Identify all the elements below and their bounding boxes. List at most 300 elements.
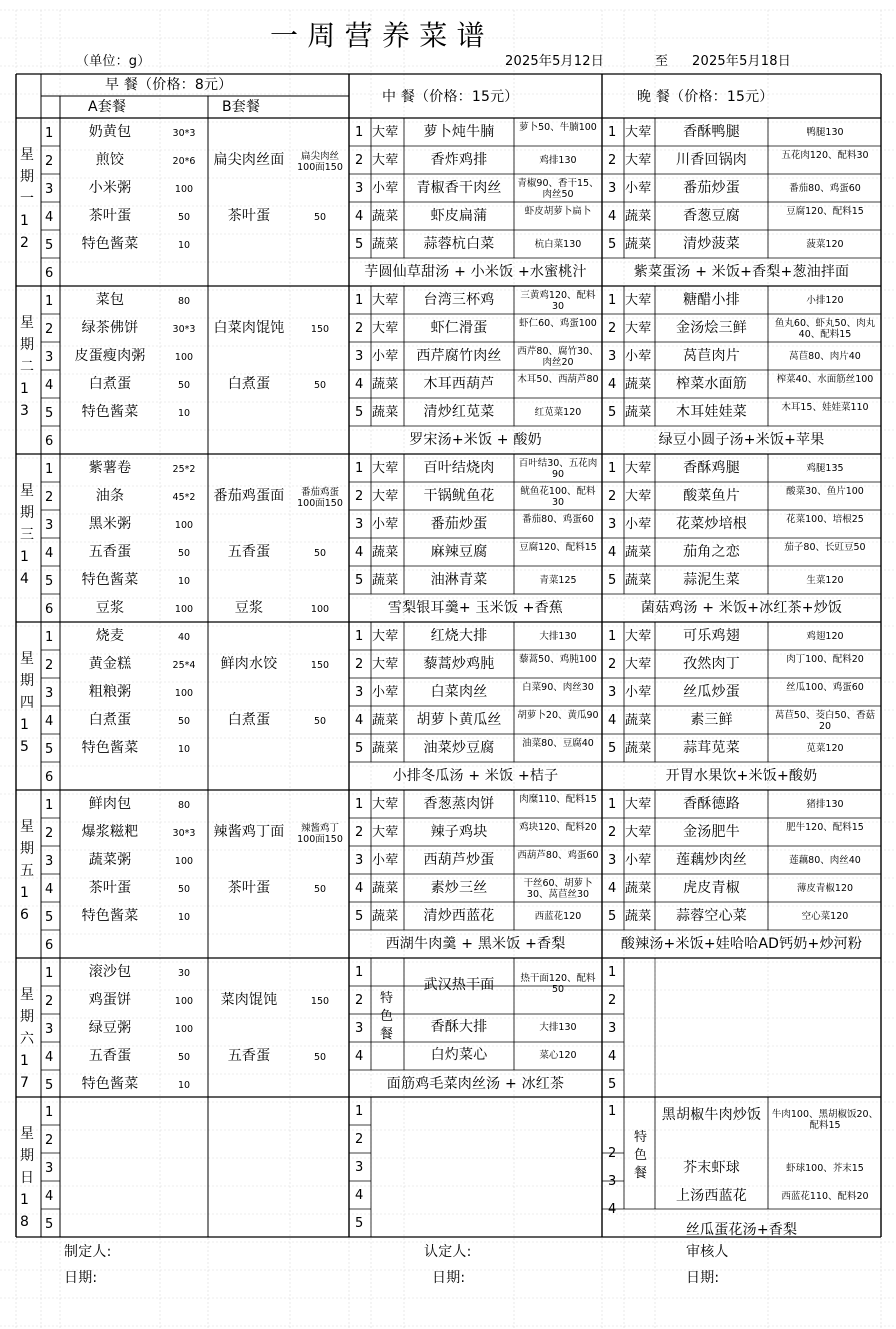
lunch-dish: 胡萝卜黄瓜丝	[416, 712, 502, 728]
breakfast-b-item: 菜肉馄饨	[220, 992, 278, 1008]
row-number: 1	[355, 293, 364, 308]
breakfast-a-item: 蔬菜粥	[88, 852, 132, 868]
day-name-char: 星	[20, 147, 35, 163]
row-number: 5	[45, 742, 54, 757]
row-number: 4	[45, 210, 54, 225]
lunch-special-qty: 热干面120、配料50	[520, 973, 596, 995]
day-name-char: 4	[20, 571, 30, 587]
dinner-category: 蔬菜	[625, 237, 652, 252]
lunch-dish: 番茄炒蛋	[430, 516, 488, 532]
lunch-qty: 西蓝花120	[534, 911, 582, 922]
dinner-category: 大荤	[625, 489, 652, 504]
breakfast-a-item: 五香蛋	[88, 1048, 132, 1064]
day-name-char: 期	[20, 169, 35, 185]
lunch-category: 小荤	[372, 517, 399, 532]
row-number: 4	[355, 377, 364, 392]
breakfast-b-item: 五香蛋	[227, 1048, 271, 1064]
breakfast-a-qty: 40	[177, 632, 191, 643]
day-name-char: 7	[20, 1075, 30, 1091]
dinner-category: 小荤	[625, 853, 652, 868]
breakfast-b-qty: 50	[313, 548, 327, 559]
dinner-dish: 香酥德路	[683, 796, 740, 812]
dinner-category: 蔬菜	[625, 713, 652, 728]
lunch-dish: 香炸鸡排	[430, 152, 488, 168]
row-number: 4	[45, 378, 54, 393]
dinner-dish: 蒜蓉空心菜	[676, 908, 747, 924]
row-number: 1	[355, 965, 364, 980]
row-number: 5	[45, 1078, 54, 1093]
dinner-category: 小荤	[625, 685, 652, 700]
dinner-extra: 丝瓜蛋花汤+香梨	[685, 1222, 798, 1238]
breakfast-a-item: 特色酱菜	[81, 1076, 139, 1092]
approver-label: 认定人:	[424, 1244, 472, 1260]
lunch-qty: 白菜90、肉丝30	[522, 682, 594, 693]
day-name-char: 1	[20, 1192, 30, 1208]
row-number: 2	[355, 825, 364, 840]
breakfast-a-qty: 10	[177, 240, 191, 251]
lunch-dish: 清炒红苋菜	[423, 404, 495, 420]
day-name-char: 期	[20, 337, 35, 353]
day-name-char: 星	[20, 315, 35, 331]
row-number: 4	[608, 1049, 617, 1064]
row-number: 3	[355, 685, 364, 700]
breakfast-a-item: 鲜肉包	[88, 796, 132, 812]
row-number: 4	[45, 882, 54, 897]
lunch-qty: 肉糜110、配料15	[519, 794, 597, 805]
set-a-header: A套餐	[88, 99, 127, 115]
day-name-char: 一	[20, 191, 35, 207]
row-number: 1	[45, 126, 54, 141]
dinner-qty: 苋菜120	[806, 743, 844, 754]
dinner-dish: 番茄炒蛋	[683, 180, 740, 196]
lunch-category: 大荤	[372, 825, 399, 840]
row-number: 5	[45, 910, 54, 925]
day-name-char: 5	[20, 739, 30, 755]
dinner-extra: 紫菜蛋汤 + 米饭+香梨+葱油拌面	[633, 264, 850, 280]
lunch-dish: 干锅鱿鱼花	[423, 488, 495, 504]
breakfast-a-qty: 100	[174, 1024, 194, 1035]
dinner-category: 蔬菜	[625, 545, 652, 560]
lunch-qty: 胡萝卜20、黄瓜90	[517, 710, 599, 721]
breakfast-a-qty: 25*4	[172, 660, 196, 671]
row-number: 1	[608, 125, 617, 140]
dinner-extra: 酸辣汤+米饭+娃哈哈AD钙奶+炒河粉	[620, 936, 863, 952]
breakfast-a-item: 特色酱菜	[81, 908, 139, 924]
dinner-qty: 鸭腿130	[806, 127, 844, 138]
dinner-header: 晚 餐（价格：15元）	[637, 89, 774, 105]
breakfast-a-item: 紫薯卷	[88, 460, 132, 476]
dinner-category: 大荤	[625, 461, 652, 476]
special-meal-char: 餐	[380, 1027, 394, 1042]
dinner-dish: 莲藕炒肉丝	[676, 852, 747, 868]
row-number: 3	[355, 853, 364, 868]
breakfast-a-qty: 80	[177, 800, 191, 811]
dinner-dish: 素三鲜	[690, 712, 733, 728]
breakfast-a-item: 爆浆糍粑	[81, 824, 139, 840]
lunch-category: 蔬菜	[372, 881, 399, 896]
lunch-qty: 番茄80、鸡蛋60	[522, 514, 594, 525]
lunch-qty: 鸡块120、配料20	[519, 822, 597, 833]
row-number: 2	[45, 322, 54, 337]
row-number: 4	[355, 545, 364, 560]
breakfast-a-qty: 45*2	[172, 492, 196, 503]
day-name-char: 1	[20, 717, 30, 733]
lunch-category: 大荤	[372, 321, 399, 336]
lunch-qty: 红苋菜120	[534, 407, 582, 418]
dinner-dish: 金汤肥牛	[683, 824, 740, 840]
day-name-char: 星	[20, 483, 35, 499]
breakfast-b-qty: 辣酱鸡丁100面150	[297, 823, 343, 845]
breakfast-b-item: 鲜肉水饺	[220, 656, 278, 672]
breakfast-a-qty: 100	[174, 996, 194, 1007]
dinner-qty: 莴苣80、肉片40	[789, 351, 861, 362]
lunch-category: 蔬菜	[372, 545, 399, 560]
breakfast-a-item: 粗粮粥	[88, 684, 132, 700]
lunch-dish: 油菜炒豆腐	[423, 740, 495, 756]
special-meal-char: 餐	[634, 1166, 648, 1181]
dinner-extra: 菌菇鸡汤 + 米饭+冰红茶+炒饭	[640, 600, 843, 616]
day-name-char: 期	[20, 841, 35, 857]
day-name-char: 8	[20, 1214, 30, 1230]
row-number: 1	[45, 462, 54, 477]
breakfast-a-item: 黄金糕	[88, 656, 132, 672]
lunch-special-dish: 武汉热干面	[423, 977, 495, 993]
dinner-dish: 可乐鸡翅	[683, 628, 740, 644]
dinner-qty: 五花肉120、配料30	[781, 150, 869, 161]
lunch-qty: 虾皮胡萝卜扁卜	[524, 206, 592, 217]
breakfast-a-item: 烧麦	[95, 628, 125, 644]
special-meal-char: 色	[380, 1009, 394, 1024]
date-separator: 至	[655, 54, 669, 69]
row-number: 2	[355, 657, 364, 672]
approver-date-label: 日期:	[432, 1270, 466, 1286]
special-meal-char: 特	[380, 991, 394, 1006]
row-number: 2	[608, 153, 617, 168]
dinner-dish: 榨菜水面筋	[676, 376, 747, 392]
dinner-category: 蔬菜	[625, 405, 652, 420]
breakfast-a-qty: 10	[177, 912, 191, 923]
lunch-qty: 大排130	[539, 631, 577, 642]
day-name-char: 星	[20, 819, 35, 835]
dinner-extra: 绿豆小圆子汤+米饭+苹果	[658, 432, 825, 448]
breakfast-a-qty: 20*6	[172, 156, 196, 167]
day-name-char: 三	[20, 527, 35, 543]
lunch-category: 大荤	[372, 629, 399, 644]
dinner-dish: 清炒菠菜	[683, 236, 740, 252]
row-number: 2	[608, 657, 617, 672]
row-number: 3	[45, 518, 54, 533]
day-name-char: 期	[20, 1148, 35, 1164]
lunch-special-qty: 大排130	[539, 1022, 577, 1033]
breakfast-b-qty: 150	[310, 324, 330, 335]
breakfast-b-qty: 50	[313, 1052, 327, 1063]
breakfast-a-qty: 50	[177, 716, 191, 727]
lunch-dish: 白菜肉丝	[430, 684, 488, 700]
lunch-category: 蔬菜	[372, 741, 399, 756]
set-b-header: B套餐	[222, 99, 261, 115]
row-number: 2	[45, 490, 54, 505]
dinner-dish: 孜然肉丁	[683, 656, 740, 672]
breakfast-a-qty: 25*2	[172, 464, 196, 475]
dinner-category: 大荤	[625, 657, 652, 672]
dinner-category: 蔬菜	[625, 881, 652, 896]
row-number: 2	[355, 153, 364, 168]
dinner-category: 蔬菜	[625, 909, 652, 924]
lunch-dish: 清炒西蓝花	[423, 908, 495, 924]
dinner-qty: 鱼丸60、虾丸50、肉丸40、配料15	[774, 318, 876, 340]
lunch-category: 小荤	[372, 349, 399, 364]
lunch-dish: 百叶结烧肉	[423, 460, 495, 476]
lunch-special-qty: 菜心120	[539, 1050, 577, 1061]
breakfast-a-qty: 10	[177, 1080, 191, 1091]
row-number: 3	[608, 181, 617, 196]
dinner-qty: 猪排130	[806, 799, 844, 810]
dinner-qty: 丝瓜100、鸡蛋60	[786, 682, 864, 693]
lunch-extra: 面筋鸡毛菜肉丝汤 + 冰红茶	[386, 1076, 565, 1092]
row-number: 5	[355, 1216, 364, 1231]
dinner-category: 大荤	[625, 797, 652, 812]
day-name-char: 2	[20, 235, 30, 251]
day-name-char: 星	[20, 1126, 35, 1142]
dinner-dish: 莴苣肉片	[683, 348, 740, 364]
breakfast-a-qty: 30*3	[172, 324, 196, 335]
lunch-qty: 青菜125	[539, 575, 577, 586]
row-number: 3	[45, 854, 54, 869]
lunch-extra: 芋圆仙草甜汤 + 小米饭 +水蜜桃汁	[364, 264, 587, 280]
lunch-qty: 青椒90、香干15、肉丝50	[517, 178, 599, 200]
row-number: 3	[45, 1161, 54, 1176]
dinner-qty: 花菜100、培根25	[786, 514, 864, 525]
dinner-dish: 川香回锅肉	[676, 152, 747, 168]
row-number: 3	[45, 686, 54, 701]
breakfast-a-item: 茶叶蛋	[88, 208, 132, 224]
lunch-dish: 西葫芦炒蛋	[423, 852, 495, 868]
breakfast-a-item: 小米粥	[88, 180, 132, 196]
breakfast-b-item: 豆浆	[234, 600, 264, 616]
breakfast-a-item: 特色酱菜	[81, 236, 139, 252]
lunch-qty: 虾仁60、鸡蛋100	[519, 318, 597, 329]
row-number: 4	[608, 209, 617, 224]
breakfast-a-item: 豆浆	[95, 600, 125, 616]
row-number: 5	[608, 909, 617, 924]
lunch-qty: 萝卜50、牛腩100	[519, 122, 597, 133]
row-number: 4	[355, 881, 364, 896]
day-name-char: 四	[20, 695, 35, 711]
row-number: 3	[608, 517, 617, 532]
lunch-qty: 干丝60、胡萝卜30、莴苣丝30	[523, 878, 593, 900]
row-number: 2	[355, 321, 364, 336]
breakfast-b-qty: 50	[313, 884, 327, 895]
day-name-char: 1	[20, 213, 30, 229]
dinner-special-qty: 虾球100、芥末15	[786, 1163, 864, 1174]
lunch-extra: 雪梨银耳羹+ 玉米饭 +香蕉	[387, 600, 564, 616]
breakfast-b-qty: 150	[310, 996, 330, 1007]
dinner-dish: 木耳娃娃菜	[676, 404, 747, 420]
day-name-char: 期	[20, 505, 35, 521]
dinner-dish: 蒜茸苋菜	[683, 740, 740, 756]
lunch-dish: 蒜蓉杭白菜	[423, 236, 495, 252]
row-number: 4	[45, 714, 54, 729]
lunch-category: 小荤	[372, 853, 399, 868]
row-number: 6	[45, 266, 54, 281]
row-number: 3	[355, 517, 364, 532]
dinner-qty: 豆腐120、配料15	[786, 206, 864, 217]
day-name-char: 五	[20, 863, 35, 879]
dinner-dish: 糖醋小排	[683, 292, 740, 308]
row-number: 2	[608, 321, 617, 336]
dinner-qty: 肥牛120、配料15	[786, 822, 864, 833]
row-number: 1	[608, 293, 617, 308]
row-number: 4	[45, 1050, 54, 1065]
lunch-category: 大荤	[372, 293, 399, 308]
row-number: 2	[608, 993, 617, 1008]
row-number: 1	[355, 461, 364, 476]
lunch-qty: 油菜80、豆腐40	[522, 738, 594, 749]
row-number: 5	[608, 1077, 617, 1092]
lunch-dish: 辣子鸡块	[430, 824, 488, 840]
breakfast-b-qty: 50	[313, 716, 327, 727]
breakfast-b-item: 白煮蛋	[227, 712, 271, 728]
breakfast-b-item: 番茄鸡蛋面	[213, 488, 285, 504]
dinner-qty: 鸡腿135	[806, 463, 844, 474]
breakfast-a-item: 奶黄包	[88, 124, 132, 140]
lunch-qty: 木耳50、西葫芦80	[517, 374, 599, 385]
dinner-dish: 蒜泥生菜	[683, 572, 740, 588]
lunch-dish: 藜蒿炒鸡肫	[423, 656, 495, 672]
dinner-category: 大荤	[625, 153, 652, 168]
row-number: 4	[608, 1202, 617, 1217]
breakfast-a-qty: 100	[174, 604, 194, 615]
breakfast-b-item: 茶叶蛋	[227, 880, 271, 896]
breakfast-a-qty: 50	[177, 1052, 191, 1063]
row-number: 4	[45, 1189, 54, 1204]
row-number: 3	[608, 685, 617, 700]
dinner-dish: 香葱豆腐	[683, 208, 740, 224]
row-number: 2	[355, 489, 364, 504]
row-number: 5	[608, 573, 617, 588]
lunch-category: 大荤	[372, 657, 399, 672]
row-number: 2	[608, 825, 617, 840]
dinner-dish: 香酥鸡腿	[683, 460, 740, 476]
lunch-category: 大荤	[372, 153, 399, 168]
lunch-qty: 鸡排130	[539, 155, 577, 166]
lunch-category: 大荤	[372, 125, 399, 140]
breakfast-b-item: 五香蛋	[227, 544, 271, 560]
breakfast-a-item: 黑米粥	[88, 516, 132, 532]
special-meal-char: 色	[634, 1148, 648, 1163]
lunch-category: 小荤	[372, 181, 399, 196]
lunch-dish: 萝卜炖牛腩	[423, 124, 495, 140]
lunch-qty: 鱿鱼花100、配料30	[520, 486, 596, 508]
row-number: 3	[355, 181, 364, 196]
dinner-qty: 空心菜120	[801, 911, 849, 922]
row-number: 1	[608, 1104, 617, 1119]
row-number: 5	[45, 1217, 54, 1232]
breakfast-a-qty: 10	[177, 744, 191, 755]
dinner-qty: 榨菜40、水面筋丝100	[776, 374, 874, 385]
day-name-char: 1	[20, 381, 30, 397]
row-number: 2	[355, 993, 364, 1008]
lunch-category: 蔬菜	[372, 209, 399, 224]
breakfast-a-item: 滚沙包	[88, 964, 132, 980]
dinner-category: 蔬菜	[625, 377, 652, 392]
dinner-special-qty: 牛肉100、黑胡椒饭20、配料15	[771, 1109, 879, 1131]
lunch-extra: 罗宋汤+米饭 + 酸奶	[409, 432, 542, 448]
day-name-char: 六	[20, 1031, 35, 1047]
breakfast-a-item: 白煮蛋	[88, 712, 132, 728]
reviewer-date-label: 日期:	[686, 1270, 720, 1286]
day-name-char: 1	[20, 885, 30, 901]
breakfast-b-qty: 扁尖肉丝100面150	[297, 151, 343, 173]
lunch-dish: 麻辣豆腐	[430, 544, 488, 560]
row-number: 2	[45, 994, 54, 1009]
dinner-qty: 小排120	[806, 295, 844, 306]
row-number: 1	[355, 629, 364, 644]
breakfast-b-item: 白菜肉馄饨	[213, 320, 285, 336]
dinner-category: 蔬菜	[625, 209, 652, 224]
breakfast-b-qty: 50	[313, 380, 327, 391]
breakfast-b-item: 白煮蛋	[227, 376, 271, 392]
dinner-extra: 开胃水果饮+米饭+酸奶	[665, 768, 818, 784]
date-to: 2025年5月18日	[692, 54, 791, 69]
row-number: 4	[355, 713, 364, 728]
row-number: 5	[355, 405, 364, 420]
breakfast-a-item: 白煮蛋	[88, 376, 132, 392]
row-number: 5	[45, 574, 54, 589]
dinner-category: 蔬菜	[625, 741, 652, 756]
lunch-category: 蔬菜	[372, 573, 399, 588]
lunch-dish: 西芹腐竹肉丝	[416, 348, 502, 364]
row-number: 5	[355, 909, 364, 924]
row-number: 5	[355, 741, 364, 756]
lunch-qty: 藜蒿50、鸡肫100	[519, 654, 597, 665]
day-name-char: 星	[20, 987, 35, 1003]
row-number: 6	[45, 938, 54, 953]
breakfast-a-qty: 30*3	[172, 828, 196, 839]
row-number: 1	[45, 294, 54, 309]
row-number: 4	[608, 377, 617, 392]
breakfast-a-item: 油条	[95, 488, 125, 504]
lunch-category: 蔬菜	[372, 713, 399, 728]
dinner-dish: 香酥鸭腿	[683, 124, 740, 140]
lunch-qty: 西芹80、腐竹30、肉丝20	[517, 346, 599, 368]
row-number: 1	[608, 461, 617, 476]
row-number: 5	[608, 405, 617, 420]
breakfast-a-qty: 50	[177, 548, 191, 559]
lunch-dish: 油淋青菜	[430, 572, 488, 588]
dinner-special-dish: 黑胡椒牛肉炒饭	[661, 1107, 762, 1123]
breakfast-a-qty: 30	[177, 968, 191, 979]
lunch-dish: 素炒三丝	[430, 880, 488, 896]
row-number: 6	[45, 602, 54, 617]
day-name-char: 3	[20, 403, 30, 419]
lunch-extra: 西湖牛肉羹 + 黑米饭 +香梨	[385, 936, 566, 952]
breakfast-a-item: 菜包	[95, 292, 125, 308]
dinner-special-dish: 上汤西蓝花	[676, 1188, 747, 1204]
lunch-category: 蔬菜	[372, 377, 399, 392]
row-number: 3	[608, 1174, 617, 1189]
breakfast-a-qty: 80	[177, 296, 191, 307]
row-number: 3	[355, 349, 364, 364]
row-number: 3	[608, 853, 617, 868]
breakfast-a-qty: 50	[177, 380, 191, 391]
dinner-dish: 茄角之恋	[683, 544, 740, 560]
reviewer-label: 审核人	[686, 1244, 729, 1260]
row-number: 2	[608, 1146, 617, 1161]
lunch-dish: 台湾三杯鸡	[423, 292, 495, 308]
dinner-category: 大荤	[625, 125, 652, 140]
dinner-dish: 酸菜鱼片	[683, 488, 740, 504]
